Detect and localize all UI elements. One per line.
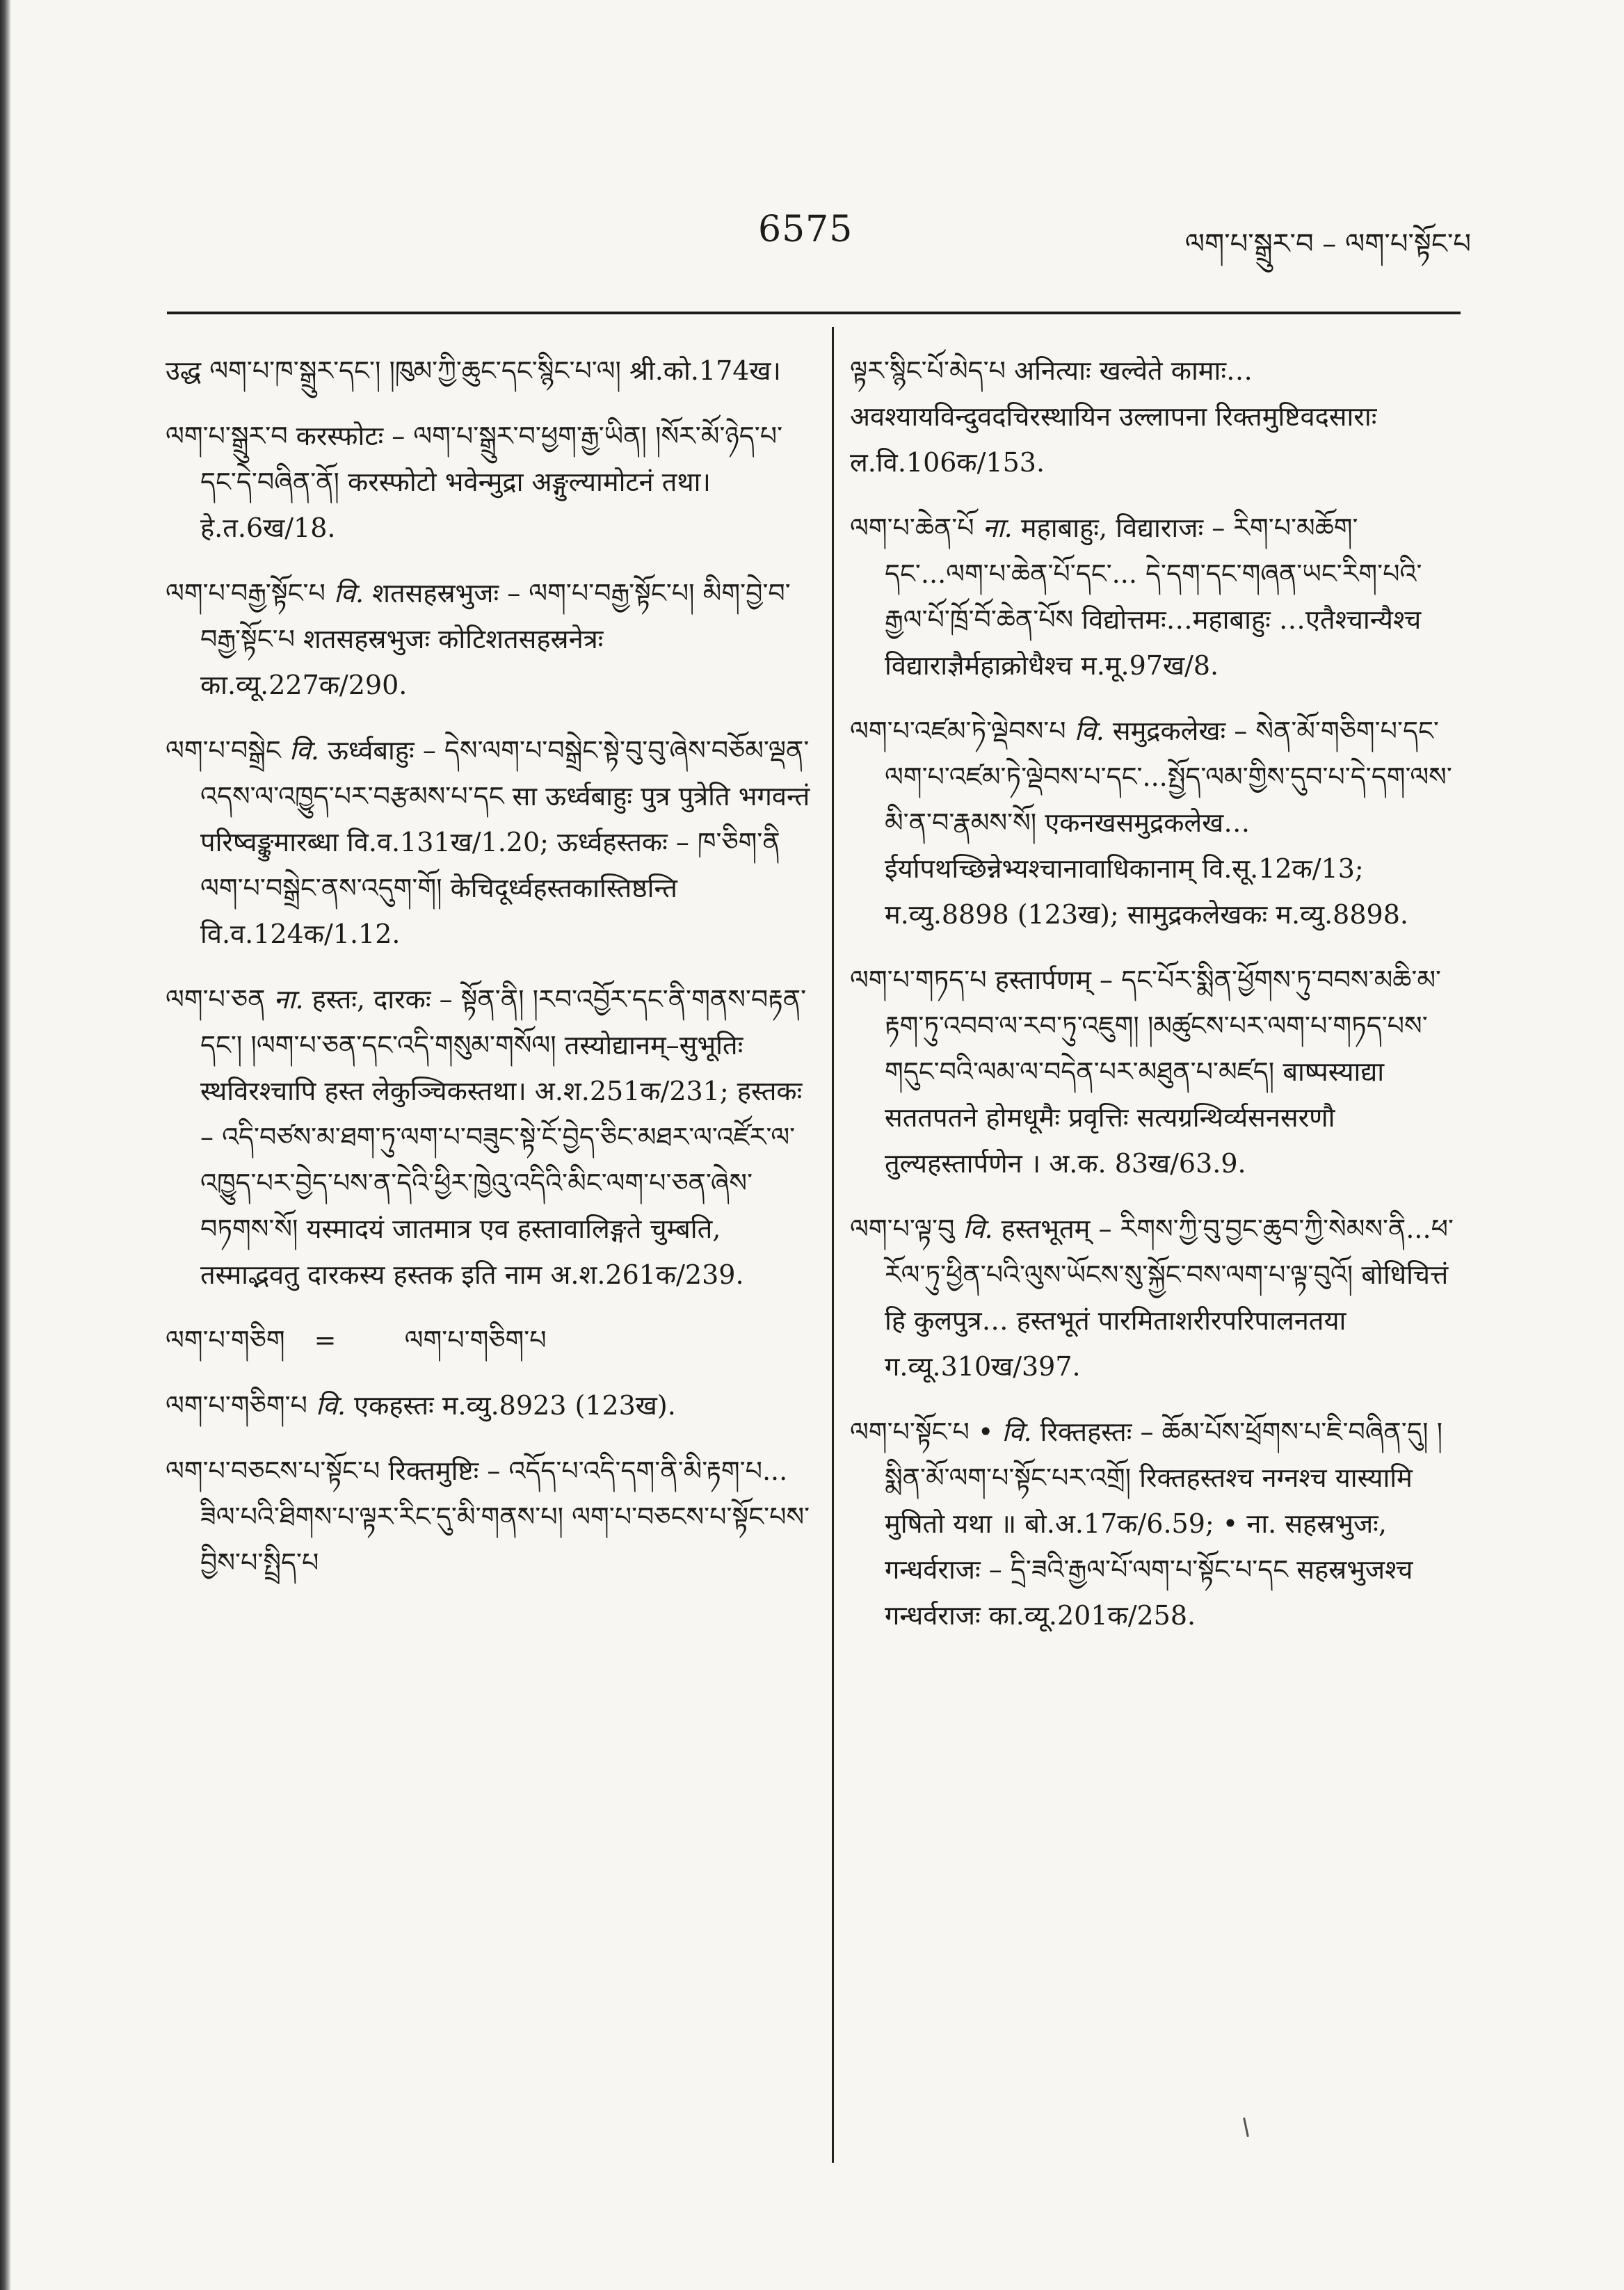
- entry-text: महाबाहुः, विद्याराजः – རིག་པ་མཆོག་དང་...ལག་པ་ཆེན་པོ་དང་... དེ་དག་དང་གཞན་ཡང་རིག་པའི་རྒྱལ་པོ་ཁྲོ་བོ་ཆེན་པོས विद्योत्तमः…महाबाहुः …एतैश्चान्यैश्च विद्याराज्ञैर्महाक्रोधैश्च म.मू.97ख/8.: [885, 513, 1422, 681]
- page-number: 6575: [758, 209, 853, 250]
- dictionary-entry: [166, 1448, 812, 1586]
- left-column: [166, 348, 812, 1605]
- header-range: ལག་པ་སྒྲུར་བ – ལག་པ་སྟོང་པ: [1184, 228, 1471, 260]
- grammar-label: वि.: [333, 578, 364, 608]
- dictionary-entry: [850, 957, 1462, 1186]
- dictionary-entry: [850, 348, 1462, 485]
- headword: ལག་པ་བརྒྱ་སྟོང་པ: [166, 578, 325, 608]
- headword: ལག་པ་ཅན: [166, 984, 266, 1015]
- header-rule: [167, 312, 1461, 314]
- entry-text: ལྟར་སྙིང་པོ་མེད་པ अनित्याः खल्वेते कामाः…अवश्यायविन्दुवदचिरस्थायिन उल्लापना रिक्तमुष्टिवदसाराः ल.वि.106क/153.: [850, 355, 1377, 478]
- xref-equals: =: [314, 1325, 337, 1355]
- headword: ལག་པ་བསྒྲེང: [166, 735, 281, 766]
- dictionary-entry: [166, 1317, 812, 1363]
- dictionary-entry: [166, 348, 812, 394]
- grammar-label: वि.: [1074, 716, 1104, 746]
- entry-text: हस्तार्पणम् – དང་པོར་སྨིན་ཕྱོགས་ཏུ་བབས་མཆི་མ་རྟག་ཏུ་འབབ་ལ་རབ་ཏུ་འཇུག། །མཚུངས་པར་ལག་པ་གཏད་པས་གདུང་བའི་ལམ་ལ་བདེན་པར་མཐུན་པ་མཛད། बाष्पस्याद्या सततपतने होमधूमैः प्रवृत्तिः सत्यग्रन्थिर्व्यसनसरणौ तुल्यहस्तार्पणेन । अ.क. 83ख/63.9.: [885, 965, 1441, 1179]
- dictionary-entry: [850, 1206, 1462, 1389]
- right-column: [850, 348, 1462, 1658]
- headword: ལག་པ་ཆེན་པོ: [850, 513, 974, 543]
- headword: ལག་པ་སྟོང་པ: [850, 1417, 970, 1447]
- dictionary-entry: [166, 1382, 812, 1428]
- entry-text: समुद्रकलेखः – སེན་མོ་གཅིག་པ་དང་ལག་པ་འཛམ་ཏེ་ལྡེབས་པ་དང་...སྤྱོད་ལམ་གྱིས་དུབ་པ་དེ་དག་ལས་མི་ན་བ་རྣམས་སོ། एकनखसमुद्रकलेख…ईर्यापथच्छिन्नेभ्यश्चानावाधिकानाम् वि.सू.12क/13; म.व्यु.8898 (123ख); सामुद्रकलेखकः म.व्यु.8898.: [885, 716, 1452, 930]
- entry-text: एकहस्तः म.व्यु.8923 (123ख).: [354, 1390, 676, 1421]
- dictionary-entry: [850, 505, 1462, 688]
- dictionary-entry: [850, 1409, 1462, 1638]
- binding-edge: [0, 0, 11, 2290]
- headword: ལག་པ་གཅིག: [166, 1325, 285, 1355]
- headword: ལག་པ་ལྟ་བུ: [850, 1213, 955, 1244]
- headword: ལག་པ་བཅངས་པ་སྟོང་པ: [166, 1456, 380, 1486]
- entry-text: करस्फोटः – ལག་པ་སྒྲུར་བ་ཕྱག་རྒྱ་ཡིན། །སོར་མོ་ཉེད་པ་དང་དེ་བཞིན་ནོ། करस्फोटो भवेन्मुद्रा अङ्गुल्यामोटनं तथा। हे.त.6ख/18.: [200, 421, 783, 543]
- xref-target: ལག་པ་གཅིག་པ: [404, 1325, 547, 1355]
- grammar-label: वि.: [963, 1213, 993, 1244]
- dictionary-entry: [166, 976, 812, 1298]
- entry-text: उद्ध ལག་པ་ཁ་སྒྲུར་དང་། །ཁུམ་ཀྱི་ཆུང་དང་སྙིང་པ་ལ། श्री.को.174ख।: [166, 355, 781, 386]
- entry-text: रिक्तमुष्टिः – འདོད་པ་འདི་དག་ནི་མི་རྟག་པ... ཟིལ་པའི་ཐིགས་པ་ལྟར་རིང་དུ་མི་གནས་པ། ལག་པ་བཅངས་པ་སྟོང་པས་བྱིས་པ་སྤྲིད་པ: [200, 1456, 810, 1578]
- stray-mark: [1243, 2118, 1249, 2137]
- headword: ལག་པ་སྒྲུར་བ: [166, 421, 288, 451]
- grammar-label: वि.: [316, 1390, 346, 1421]
- grammar-label: ना.: [273, 984, 304, 1015]
- dictionary-entry: [166, 413, 812, 551]
- headword: ལག་པ་འཛམ་ཏེ་ལྡེབས་པ: [850, 716, 1066, 746]
- grammar-label: ना.: [982, 513, 1013, 543]
- entry-text: रिक्तहस्तः – ཆོམ་པོས་ཕྲོགས་པ་ཇི་བཞིན་དུ། །སྨིན་མོ་ལག་པ་སྟོང་པར་འགྲོ། रिक्तहस्तश्च नग्नश्च यास्यामि मुषितो यथा ॥ बो.अ.17क/6.59; • ना. सहस्रभुजः, गन्धर्वराजः – དྲི་ཟའི་རྒྱལ་པོ་ལག་པ་སྟོང་པ་དང सहस्रभुजश्च गन्धर्वराजः का.व्यू.201क/258.: [885, 1417, 1443, 1631]
- dictionary-entry: [166, 727, 812, 957]
- entry-text: हस्तः, दारकः – སྟོན་ནི། །རབ་འབྱོར་དང་ནི་གནས་བརྟན་དང་། །ལག་པ་ཅན་དང་འདི་གསུམ་གསོལ། तस्योद्यानम्–सुभूतिः स्थविरश्चापि हस्त लेकुञ्चिकस्तथा। अ.श.251क/231; हस्तकः – འདི་བཙས་མ་ཐག་ཏུ་ལག་པ་བཟུང་སྟེ་ངོ་བྱེད་ཅིང་མཐར་ལ་འཛོར་ལ་འཁྱུད་པར་བྱེད་པས་ན་དེའི་ཕྱིར་ཁྱེའུ་འདིའི་མིང་ལག་པ་ཅན་ཞེས་བཏགས་སོ། यस्मादयं जातमात्र एव हस्तावालिङ्गते चुम्बति, तस्माद्भवतु दारकस्य हस्तक इति नाम अ.श.261क/239.: [200, 984, 807, 1290]
- column-divider: [832, 327, 834, 2163]
- dictionary-entry: [850, 708, 1462, 937]
- entry-text: ऊर्ध्वबाहुः – དེས་ལག་པ་བསྒྲེང་སྟེ་བུ་བུ་ཞེས་བཅོམ་ལྡན་འདས་ལ་འཁྱུད་པར་བརྩམས་པ་དང सा ऊर्ध्वबाहुः पुत्र पुत्रेति भगवन्तं परिष्वङ्कुमारब्धा वि.व.131ख/1.20; ऊर्ध्वहस्तकः – ཁ་ཅིག་ནི ལག་པ་བསྒྲེང་ནས་འདུག་གོ། केचिदूर्ध्वहस्तकास्तिष्ठन्ति वि.व.124क/1.12.: [200, 735, 810, 949]
- entry-text: हस्तभूतम् – རིགས་ཀྱི་བུ་བྱང་ཆུབ་ཀྱི་སེམས་ནི...ཕ་རོལ་ཏུ་ཕྱིན་པའི་ལུས་ཡོངས་སུ་སྐྱོང་བས་ལག་པ་ལྟ་བུའོ། बोधिचित्तं हि कुलपुत्र… हस्तभूतं पारमिताशरीरपरिपालनतया ग.व्यू.310ख/397.: [885, 1213, 1454, 1382]
- grammar-label: • वि.: [978, 1417, 1032, 1447]
- headword: ལག་པ་གཅིག་པ: [166, 1390, 307, 1421]
- grammar-label: वि.: [289, 735, 319, 766]
- headword: ལག་པ་གཏད་པ: [850, 965, 987, 995]
- entry-text: शतसहस्रभुजः – ལག་པ་བརྒྱ་སྟོང་པ། མིག་བྱེ་བ་བརྒྱ་སྟོང་པ शतसहस्रभुजः कोटिशतसहस्रनेत्रः का.व्यू.227क/290.: [200, 578, 791, 700]
- dictionary-entry: [166, 570, 812, 708]
